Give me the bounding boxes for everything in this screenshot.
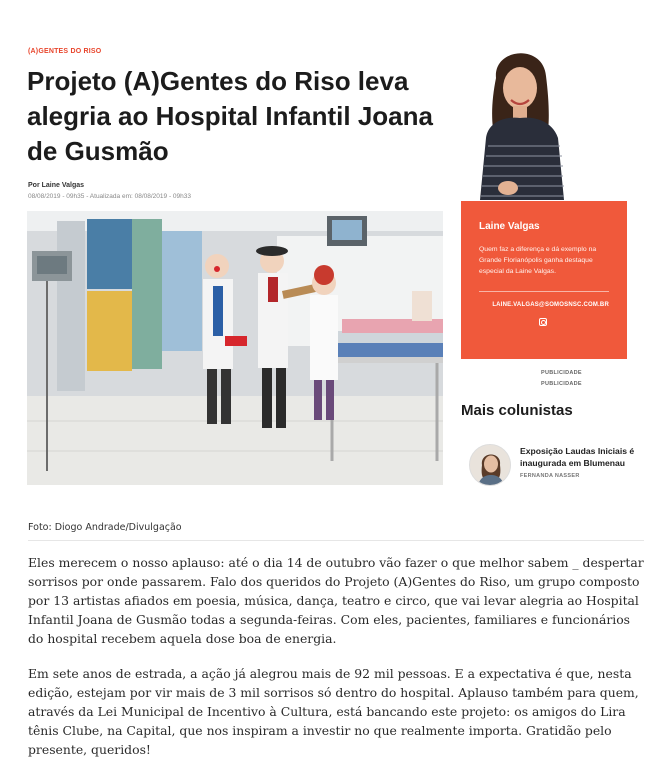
ad-label: PUBLICIDADE: [541, 381, 582, 387]
more-item-author[interactable]: FERNANDA NASSER: [520, 473, 580, 479]
more-item-headline[interactable]: Exposição Laudas Iniciais é inaugurada em Blumenau: [520, 446, 635, 468]
article-paragraph-2: Em sete anos de estrada, a ação já alegrou mais de 92 mil pessoas. E a expectativa é que, nesta edição, estejam por vir mais de 3 mil sorrisos só dentro do hospital. Aplauso também para quem, através da Lei Municipal de Incentivo à Cultura, está bancando este projeto: os amigos do Lira tênis Clube, na Capital, que nos inspiram a investir no que realmente importa. Gratidão pelo presente, queridos!: [28, 666, 639, 757]
columnist-description: Quem faz a diferença e dá exemplo na Grande Florianópolis ganha destaque especial da Laine Valgas.: [479, 246, 597, 275]
article-kicker[interactable]: (A)GENTES DO RISO: [28, 48, 102, 55]
more-columnists-item[interactable]: [469, 444, 649, 488]
article-photo: [27, 211, 443, 485]
columnist-profile-card: [461, 201, 627, 359]
article-dates: 08/08/2019 - 09h35 - Atualizada em: 08/08/2019 - 09h33: [28, 193, 191, 200]
article-paragraph-1: Eles merecem o nosso aplauso: até o dia 14 de outubro vão fazer o que melhor sabem _ despertar sorrisos por onde passarem. Falo dos queridos do Projeto (A)Gentes do Riso, um grupo composto por 13 artistas afiados em poesia, música, dança, teatro e circo, que vai levar alegria ao Hospital Infantil Joana de Gusmão todas a segunda-feiras. Com eles, pacientes, familiares e funcionários do hospital recebem aquela dose boa de energia.: [28, 555, 644, 646]
profile-divider: [479, 291, 609, 292]
more-columnists-title: Mais colunistas: [461, 402, 573, 419]
photo-caption: Foto: Diogo Andrade/Divulgação: [28, 522, 182, 533]
columnist-portrait: [458, 38, 578, 200]
columnist-avatar[interactable]: [469, 444, 511, 486]
columnist-name[interactable]: Laine Valgas: [479, 221, 540, 232]
columnist-email[interactable]: LAINE.VALGAS@SOMOSNSC.COM.BR: [492, 302, 609, 308]
ad-label: PUBLICIDADE: [541, 370, 582, 376]
instagram-icon[interactable]: [539, 318, 547, 326]
article-byline[interactable]: Por Laine Valgas: [28, 182, 85, 189]
divider: [28, 540, 644, 541]
article-headline: Projeto (A)Gentes do Riso leva alegria ao Hospital Infantil Joana de Gusmão: [27, 66, 433, 166]
